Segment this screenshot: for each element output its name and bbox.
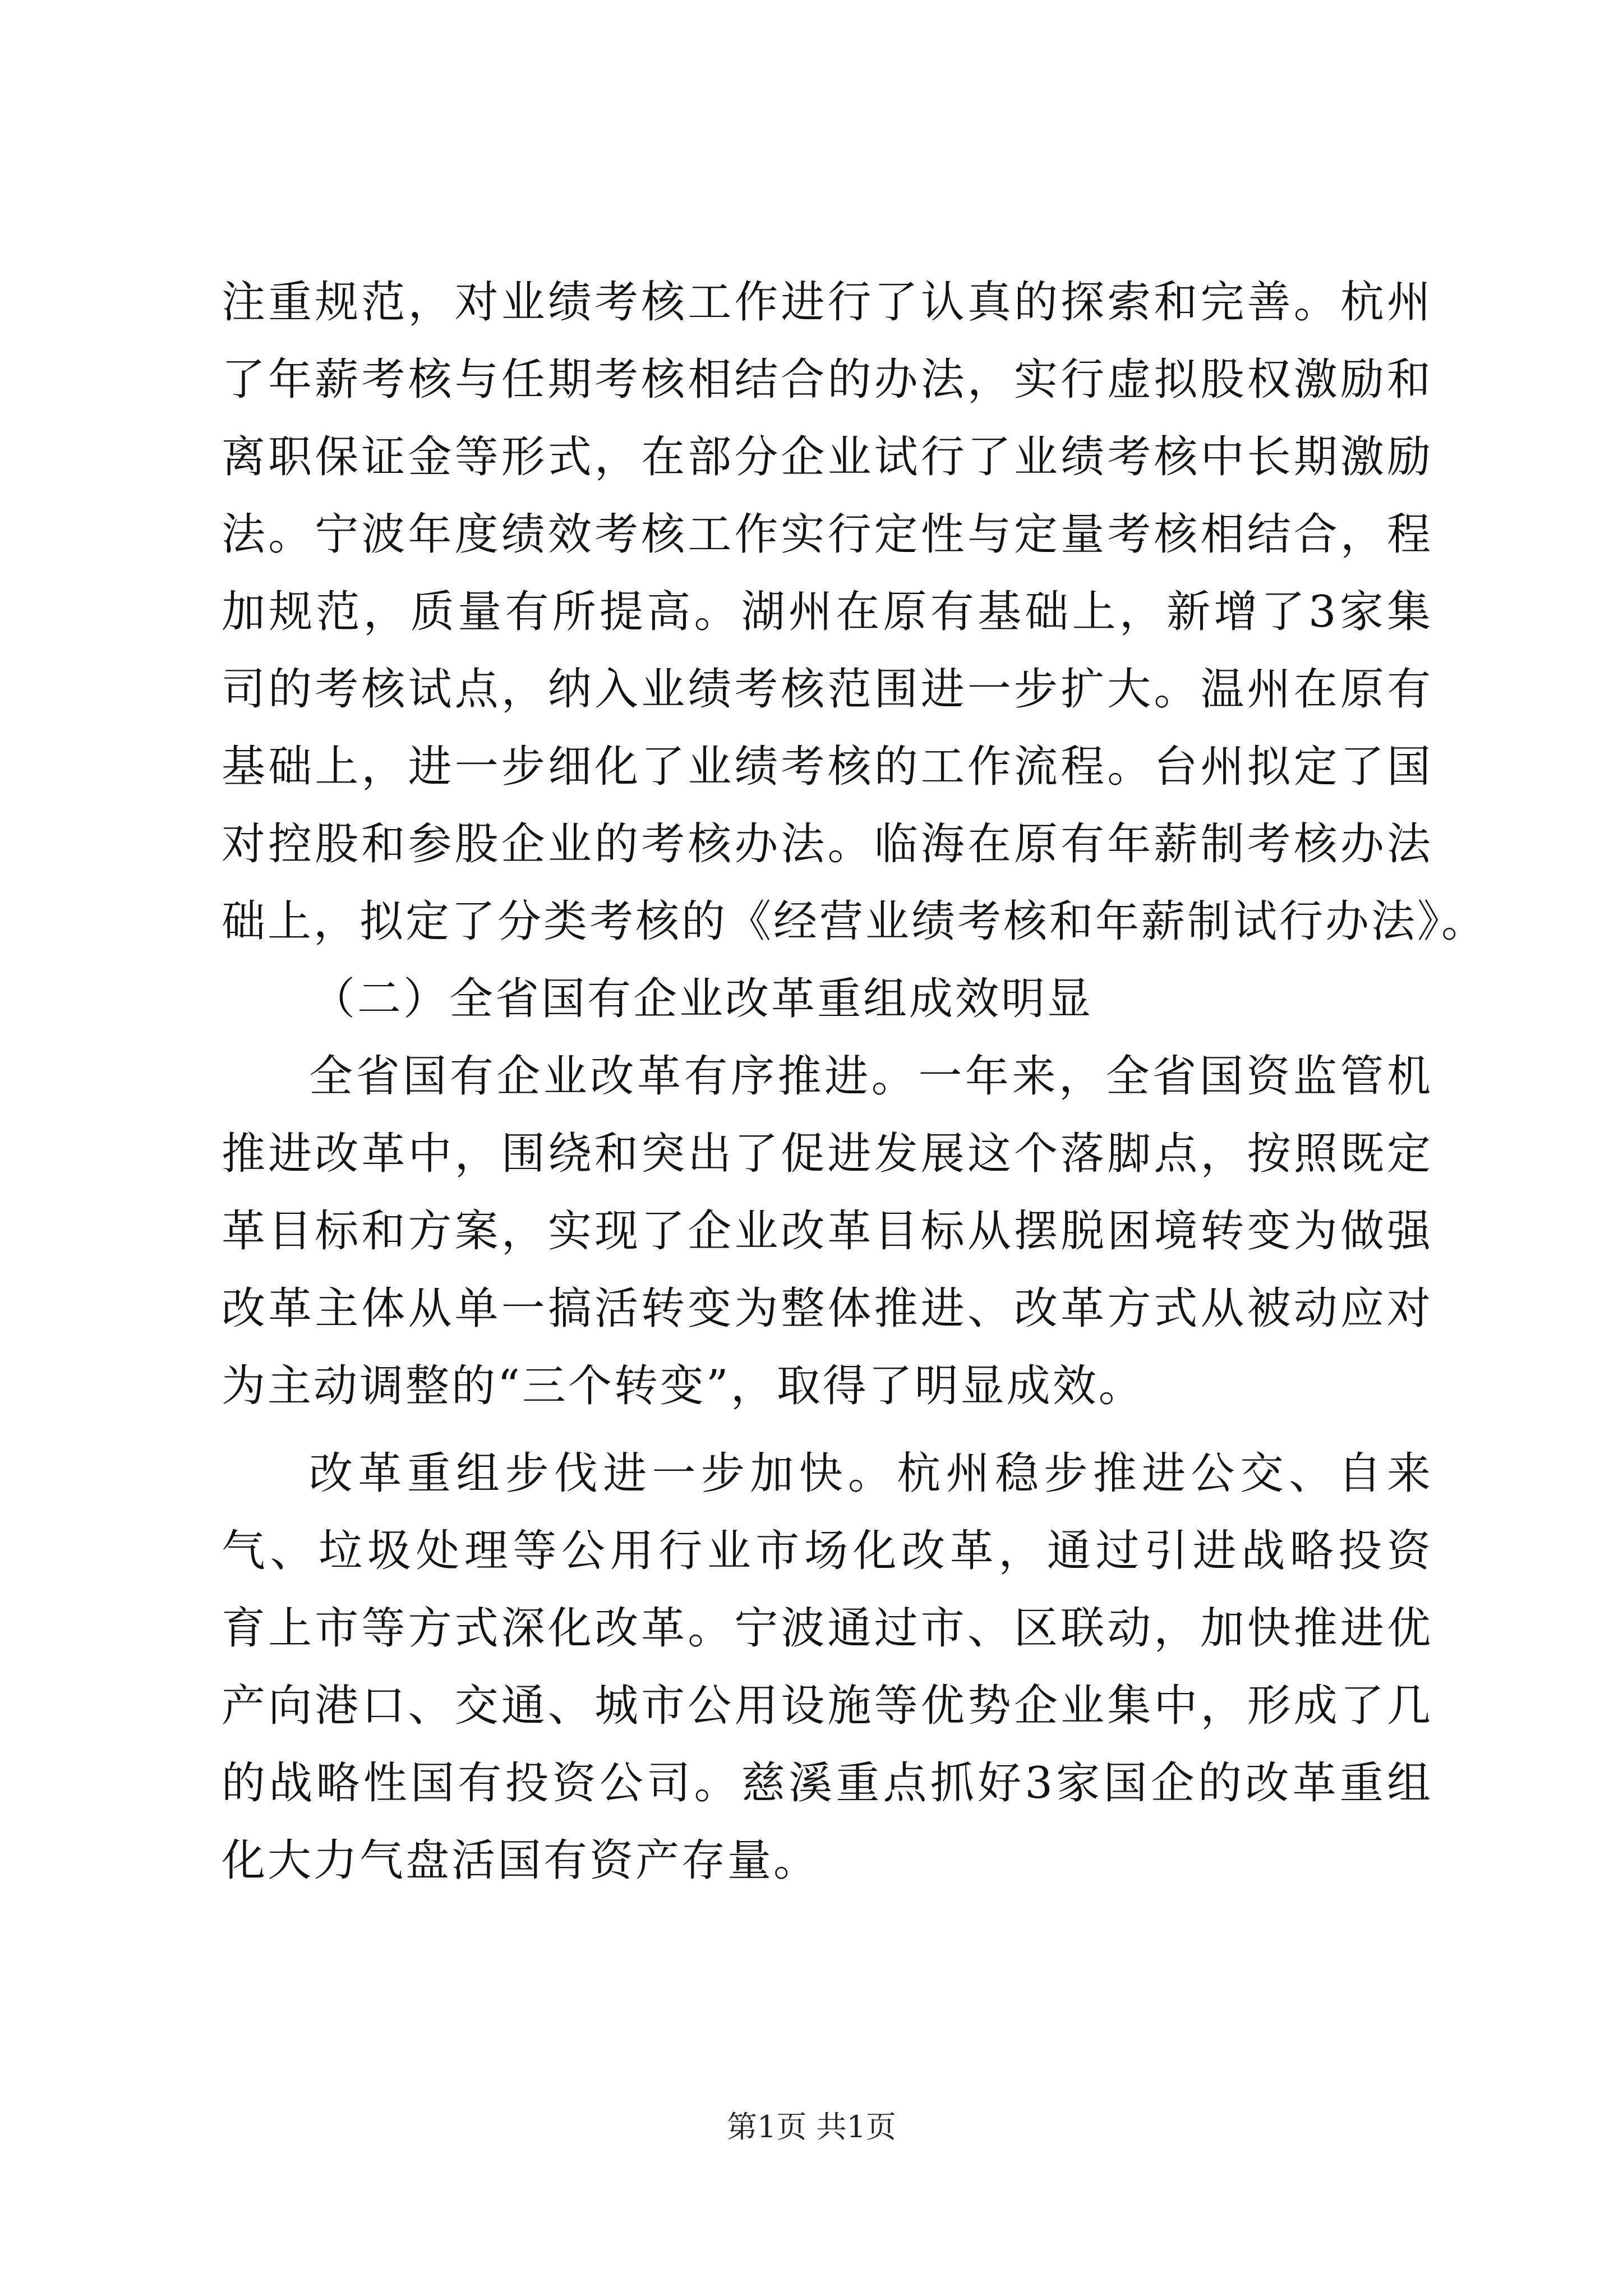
paragraph-line: 气、垃圾处理等公用行业市场化改革，通过引进战略投资 xyxy=(222,1526,1433,1576)
paragraph-line: 的战略性国有投资公司。慈溪重点抓好3家国企的改革重组 xyxy=(222,1758,1433,1809)
paragraph-line: 础上，拟定了分类考核的《经营业绩考核和年薪制试行办法》。 xyxy=(222,896,1488,947)
document-body xyxy=(222,264,1488,1899)
paragraph-line: 产向港口、交通、城市公用设施等优势企业集中，形成了几 xyxy=(222,1681,1433,1731)
paragraph-line: 注重规范，对业绩考核工作进行了认真的探索和完善。杭州 xyxy=(222,277,1433,328)
paragraph-line: 化大力气盘活国有资产存量。 xyxy=(222,1835,820,1886)
paragraph-line: 对控股和参股企业的考核办法。临海在原有年薪制考核办法 xyxy=(222,819,1433,869)
paragraph-line: 改革重组步伐进一步加快。杭州稳步推进公交、自来 xyxy=(309,1448,1433,1499)
paragraph-line: 了年薪考核与任期考核相结合的办法，实行虚拟股权激励和 xyxy=(222,355,1433,405)
page-footer: 第1页 共1页 xyxy=(727,2109,896,2145)
paragraph-line: 改革主体从单一搞活转变为整体推进、改革方式从被动应对 xyxy=(222,1283,1433,1334)
paragraph-line: 加规范，质量有所提高。湖州在原有基础上，新增了3家集 xyxy=(222,587,1433,637)
paragraph-line: 司的考核试点，纳入业绩考核范围进一步扩大。温州在原有 xyxy=(222,664,1433,715)
section-heading: （二）全省国有企业改革重组成效明显 xyxy=(311,974,1094,1024)
paragraph-line: 为主动调整的“三个转变”，取得了明显成效。 xyxy=(222,1361,1145,1411)
paragraph-line: 革目标和方案，实现了企业改革目标从摆脱困境转变为做强 xyxy=(222,1206,1433,1257)
paragraph-line: 法。宁波年度绩效考核工作实行定性与定量考核相结合，程 xyxy=(222,509,1433,560)
paragraph-line: 全省国有企业改革有序推进。一年来，全省国资监管机 xyxy=(309,1051,1433,1102)
paragraph-line: 推进改革中，围绕和突出了促进发展这个落脚点，按照既定 xyxy=(222,1129,1433,1179)
paragraph-line: 离职保证金等形式，在部分企业试行了业绩考核中长期激励 xyxy=(222,432,1433,482)
paragraph-line: 育上市等方式深化改革。宁波通过市、区联动，加快推进优 xyxy=(222,1603,1433,1654)
paragraph-line: 基础上，进一步细化了业绩考核的工作流程。台州拟定了国 xyxy=(222,742,1433,792)
